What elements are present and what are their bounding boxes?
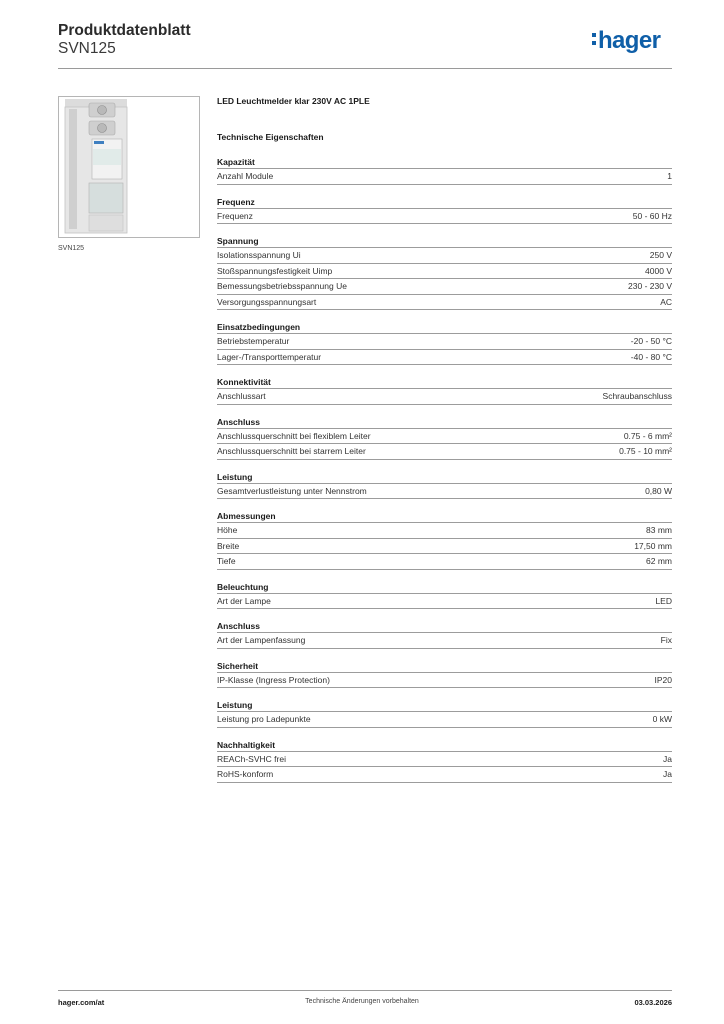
spec-label: Leistung pro Ladepunkte	[217, 714, 311, 724]
spec-label: Lager-/Transporttemperatur	[217, 351, 322, 362]
spec-value: Ja	[663, 753, 672, 764]
footer-date: 03.03.2026	[634, 998, 672, 1007]
spec-group-title: Leistung	[217, 471, 253, 482]
spec-group-title: Kapazität	[217, 157, 255, 167]
spec-row	[217, 294, 672, 311]
spec-label: Gesamtverlustleistung unter Nennstrom	[217, 485, 367, 496]
spec-value: IP20	[654, 674, 672, 685]
spec-value: 17,50 mm	[634, 540, 672, 551]
hager-logo	[592, 28, 660, 54]
spec-group-title: Beleuchtung	[217, 581, 269, 592]
spec-row	[217, 672, 672, 689]
footer-notice: Technische Änderungen vorbehalten	[305, 998, 419, 1005]
spec-group-spannung	[217, 236, 672, 310]
spec-group-kapazitaet	[217, 157, 672, 185]
section-title: Technische Eigenschaften	[217, 132, 324, 142]
spec-row	[217, 428, 672, 444]
spec-group-anschluss	[217, 417, 672, 460]
spec-group-nachhaltigkeit	[217, 740, 672, 783]
spec-group-title: Leistung	[217, 700, 253, 710]
spec-group-title: Anschluss	[217, 621, 260, 631]
spec-label: Breite	[217, 540, 240, 551]
spec-group-title: Nachhaltigkeit	[217, 739, 276, 750]
spec-label: REACh-SVHC frei	[217, 753, 286, 764]
spec-label: Anschlussquerschnitt bei starrem Leiter	[217, 446, 366, 456]
spec-row	[217, 538, 672, 554]
spec-group-title: Konnektivität	[217, 377, 271, 387]
spec-row	[217, 522, 672, 538]
spec-row	[217, 278, 672, 294]
spec-group-leistung-ladepunkte	[217, 700, 672, 728]
spec-row	[217, 711, 672, 728]
spec-label: Anzahl Module	[217, 171, 274, 181]
product-device-icon	[59, 97, 199, 237]
spec-value: 0.75 - 10 mm²	[619, 446, 672, 456]
spec-value: 1	[667, 171, 672, 181]
spec-label: Isolationsspannung Ui	[217, 250, 301, 260]
spec-label: Bemessungsbetriebsspannung Ue	[217, 281, 347, 291]
spec-label: Anschlussart	[217, 391, 266, 401]
spec-group-title: Abmessungen	[217, 511, 276, 521]
spec-group-title: Einsatzbedingungen	[217, 322, 301, 332]
header	[58, 22, 191, 58]
spec-row	[217, 168, 672, 185]
footer-divider	[58, 990, 672, 991]
logo-colon-icon	[592, 33, 597, 46]
spec-label: Betriebstemperatur	[217, 336, 290, 346]
spec-group-einsatzbedingungen	[217, 322, 672, 365]
spec-value: 62 mm	[646, 556, 672, 566]
spec-value: 83 mm	[646, 525, 672, 535]
spec-label: Tiefe	[217, 556, 236, 566]
spec-value: 0,80 W	[645, 485, 672, 496]
spec-row	[217, 349, 672, 366]
spec-row	[217, 443, 672, 460]
spec-row	[217, 751, 672, 767]
spec-group-beleuchtung	[217, 582, 672, 610]
spec-value: Fix	[660, 635, 672, 645]
spec-label: Versorgungsspannungsart	[217, 296, 317, 307]
product-name: LED Leuchtmelder klar 230V AC 1PLE	[217, 96, 370, 106]
spec-value: 230 - 230 V	[628, 281, 672, 291]
document-subtitle: SVN125	[58, 40, 116, 57]
spec-label: Frequenz	[217, 210, 253, 221]
spec-value: 4000 V	[645, 265, 672, 276]
spec-value: LED	[655, 595, 672, 606]
product-image-caption: SVN125	[58, 245, 85, 252]
spec-value: 50 - 60 Hz	[632, 210, 672, 221]
spec-value: -40 - 80 °C	[630, 351, 672, 362]
spec-row	[217, 388, 672, 405]
spec-label: Stoßspannungsfestigkeit Uimp	[217, 265, 333, 276]
spec-value: -20 - 50 °C	[630, 336, 672, 346]
spec-group-title: Anschluss	[217, 416, 260, 427]
spec-value: 250 V	[649, 250, 672, 260]
spec-value: 0.75 - 6 mm²	[623, 430, 672, 441]
spec-row	[217, 483, 672, 500]
product-image	[58, 96, 200, 238]
spec-group-konnektivitaet	[217, 377, 672, 405]
spec-group-title: Spannung	[217, 236, 259, 246]
spec-value: Ja	[663, 769, 672, 779]
spec-group-sicherheit	[217, 661, 672, 689]
spec-row	[217, 333, 672, 349]
spec-row	[217, 593, 672, 610]
spec-row	[217, 247, 672, 263]
spec-row	[217, 632, 672, 649]
spec-value: AC	[660, 296, 672, 307]
spec-value: 0 kW	[652, 714, 672, 724]
spec-label: Art der Lampenfassung	[217, 635, 306, 645]
spec-group-leistung	[217, 472, 672, 500]
spec-label: RoHS-konform	[217, 769, 274, 779]
spec-label: Art der Lampe	[217, 595, 271, 606]
spec-value: Schraubanschluss	[602, 391, 672, 401]
spec-group-title: Sicherheit	[217, 660, 259, 671]
spec-row	[217, 553, 672, 570]
spec-label: IP-Klasse (Ingress Protection)	[217, 674, 330, 685]
spec-label: Anschlussquerschnitt bei flexiblem Leiter	[217, 430, 371, 441]
spec-row	[217, 208, 672, 225]
spec-group-anschluss-lampe	[217, 621, 672, 649]
spec-group-frequenz	[217, 197, 672, 225]
footer-website-link[interactable]: hager.com/at	[58, 998, 105, 1007]
product-details	[217, 96, 672, 783]
document-title: Produktdatenblatt	[58, 22, 191, 39]
spec-row	[217, 263, 672, 279]
spec-group-title: Frequenz	[217, 196, 255, 207]
spec-group-abmessungen	[217, 511, 672, 570]
header-divider	[58, 68, 672, 69]
logo-text: hager	[598, 27, 661, 54]
spec-label: Höhe	[217, 525, 238, 535]
spec-row	[217, 766, 672, 783]
